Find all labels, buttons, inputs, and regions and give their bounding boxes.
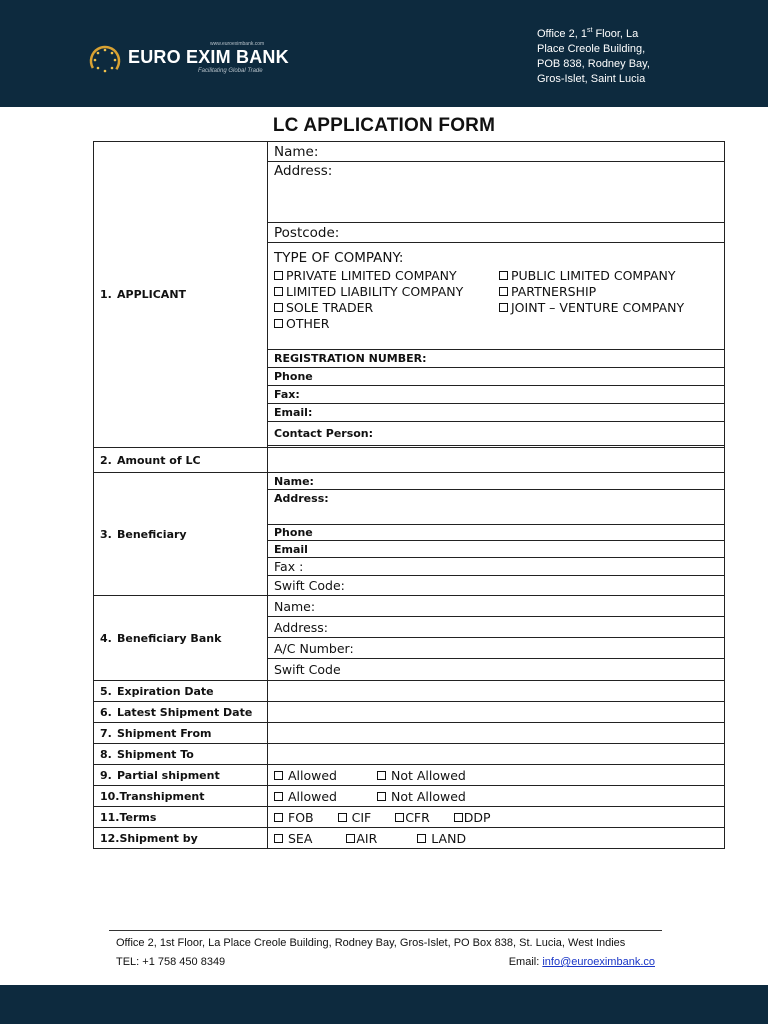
- transhipment-label: 10.Transhipment: [94, 786, 268, 807]
- checkbox-icon: [417, 834, 426, 843]
- checkbox-icon: [274, 271, 283, 280]
- footer-divider: [109, 930, 662, 931]
- bank-tagline: Facilitating Global Trade: [198, 68, 263, 74]
- footer-bar: [0, 985, 768, 1024]
- ship-land-checkbox[interactable]: LAND: [417, 831, 466, 846]
- bank-address-field[interactable]: Address:: [268, 617, 725, 638]
- shipment-to-field[interactable]: [268, 744, 725, 765]
- partial-shipment-label: 9. Partial shipment: [94, 765, 268, 786]
- checkbox-icon: [454, 813, 463, 822]
- footer-address: Office 2, 1st Floor, La Place Creole Building, Rodney Bay, Gros-Islet, PO Box 838, St. Lucia, West Indies: [116, 937, 626, 949]
- checkbox-icon: [338, 813, 347, 822]
- checkbox-icon: [274, 834, 283, 843]
- beneficiary-address-field[interactable]: Address:: [268, 490, 725, 525]
- checkbox-joint-venture[interactable]: JOINT – VENTURE COMPANY: [499, 300, 675, 315]
- beneficiary-swift-field[interactable]: Swift Code:: [268, 576, 725, 596]
- checkbox-sole-trader[interactable]: SOLE TRADER: [274, 300, 475, 315]
- bank-swift-field[interactable]: Swift Code: [268, 659, 725, 681]
- checkbox-other[interactable]: OTHER: [274, 316, 475, 331]
- checkbox-icon: [274, 287, 283, 296]
- partial-not-allowed-checkbox[interactable]: Not Allowed: [377, 768, 466, 783]
- expiration-label: 5. Expiration Date: [94, 681, 268, 702]
- shipment-by-label: 12.Shipment by: [94, 828, 268, 849]
- checkbox-private-limited[interactable]: PRIVATE LIMITED COMPANY: [274, 268, 475, 283]
- beneficiary-bank-label: 4. Beneficiary Bank: [94, 596, 268, 681]
- checkbox-icon: [377, 792, 386, 801]
- latest-shipment-label: 6. Latest Shipment Date: [94, 702, 268, 723]
- transhipment-options: [268, 786, 725, 807]
- footer-phone: TEL: +1 758 450 8349: [116, 956, 226, 968]
- beneficiary-email-field[interactable]: Email: [268, 541, 725, 558]
- shipment-from-label: 7. Shipment From: [94, 723, 268, 744]
- globe-stars-icon: [88, 44, 122, 78]
- amount-field[interactable]: [268, 448, 725, 473]
- partial-allowed-checkbox[interactable]: Allowed: [274, 768, 337, 783]
- shipment-from-field[interactable]: [268, 723, 725, 744]
- terms-options: [268, 807, 725, 828]
- logo-url: www.euroeximbank.com: [210, 41, 265, 47]
- beneficiary-fax-field[interactable]: Fax :: [268, 558, 725, 576]
- checkbox-icon: [274, 303, 283, 312]
- applicant-label: 1. APPLICANT: [94, 142, 268, 448]
- checkbox-icon: [395, 813, 404, 822]
- ship-sea-checkbox[interactable]: SEA: [274, 831, 312, 846]
- checkbox-icon: [274, 771, 283, 780]
- terms-fob-checkbox[interactable]: FOB: [274, 810, 314, 825]
- checkbox-icon: [274, 319, 283, 328]
- email-link[interactable]: info@euroeximbank.co: [542, 956, 655, 968]
- terms-ddp-checkbox[interactable]: DDP: [454, 810, 491, 825]
- checkbox-icon: [499, 303, 508, 312]
- checkbox-public-limited[interactable]: PUBLIC LIMITED COMPANY: [499, 268, 675, 283]
- terms-label: 11.Terms: [94, 807, 268, 828]
- applicant-name-field[interactable]: Name:: [268, 142, 725, 162]
- bank-logo: [88, 40, 288, 80]
- beneficiary-label: 3. Beneficiary: [94, 473, 268, 596]
- page-header: [0, 0, 768, 107]
- company-type-title: TYPE OF COMPANY:: [274, 250, 404, 266]
- latest-shipment-field[interactable]: [268, 702, 725, 723]
- partial-shipment-options: [268, 765, 725, 786]
- amount-label: 2. Amount of LC: [94, 448, 268, 473]
- checkbox-icon: [274, 792, 283, 801]
- checkbox-partnership[interactable]: PARTNERSHIP: [499, 284, 675, 299]
- applicant-email-field[interactable]: Email:: [268, 404, 725, 422]
- transhipment-not-allowed-checkbox[interactable]: Not Allowed: [377, 789, 466, 804]
- checkbox-icon: [499, 271, 508, 280]
- applicant-address-field[interactable]: Address:: [268, 162, 725, 223]
- shipment-to-label: 8. Shipment To: [94, 744, 268, 765]
- applicant-postcode-field[interactable]: Postcode:: [268, 223, 725, 243]
- checkbox-icon: [499, 287, 508, 296]
- bank-name: EURO EXIM BANK: [128, 47, 289, 67]
- checkbox-icon: [377, 771, 386, 780]
- checkbox-icon: [346, 834, 355, 843]
- footer-email: Email: info@euroeximbank.co: [508, 956, 655, 968]
- lc-application-table: [93, 141, 725, 849]
- bank-account-field[interactable]: A/C Number:: [268, 638, 725, 659]
- bank-name-field[interactable]: Name:: [268, 596, 725, 617]
- beneficiary-phone-field[interactable]: Phone: [268, 525, 725, 541]
- header-address: Office 2, 1st Floor, La Place Creole Building, POB 838, Rodney Bay, Gros-Islet, Saint Lucia: [537, 27, 650, 85]
- checkbox-llc[interactable]: LIMITED LIABILITY COMPANY: [274, 284, 475, 299]
- ship-air-checkbox[interactable]: AIR: [346, 831, 377, 846]
- terms-cfr-checkbox[interactable]: CFR: [395, 810, 430, 825]
- transhipment-allowed-checkbox[interactable]: Allowed: [274, 789, 337, 804]
- checkbox-icon: [274, 813, 283, 822]
- applicant-phone-field[interactable]: Phone: [268, 368, 725, 386]
- form-title: LC APPLICATION FORM: [272, 115, 496, 136]
- terms-cif-checkbox[interactable]: CIF: [338, 810, 372, 825]
- expiration-field[interactable]: [268, 681, 725, 702]
- company-type-section: [268, 243, 725, 350]
- shipment-by-options: [268, 828, 725, 849]
- beneficiary-name-field[interactable]: Name:: [268, 473, 725, 490]
- applicant-fax-field[interactable]: Fax:: [268, 386, 725, 404]
- applicant-contact-field[interactable]: Contact Person:: [268, 422, 725, 446]
- applicant-registration-field[interactable]: REGISTRATION NUMBER:: [268, 350, 725, 368]
